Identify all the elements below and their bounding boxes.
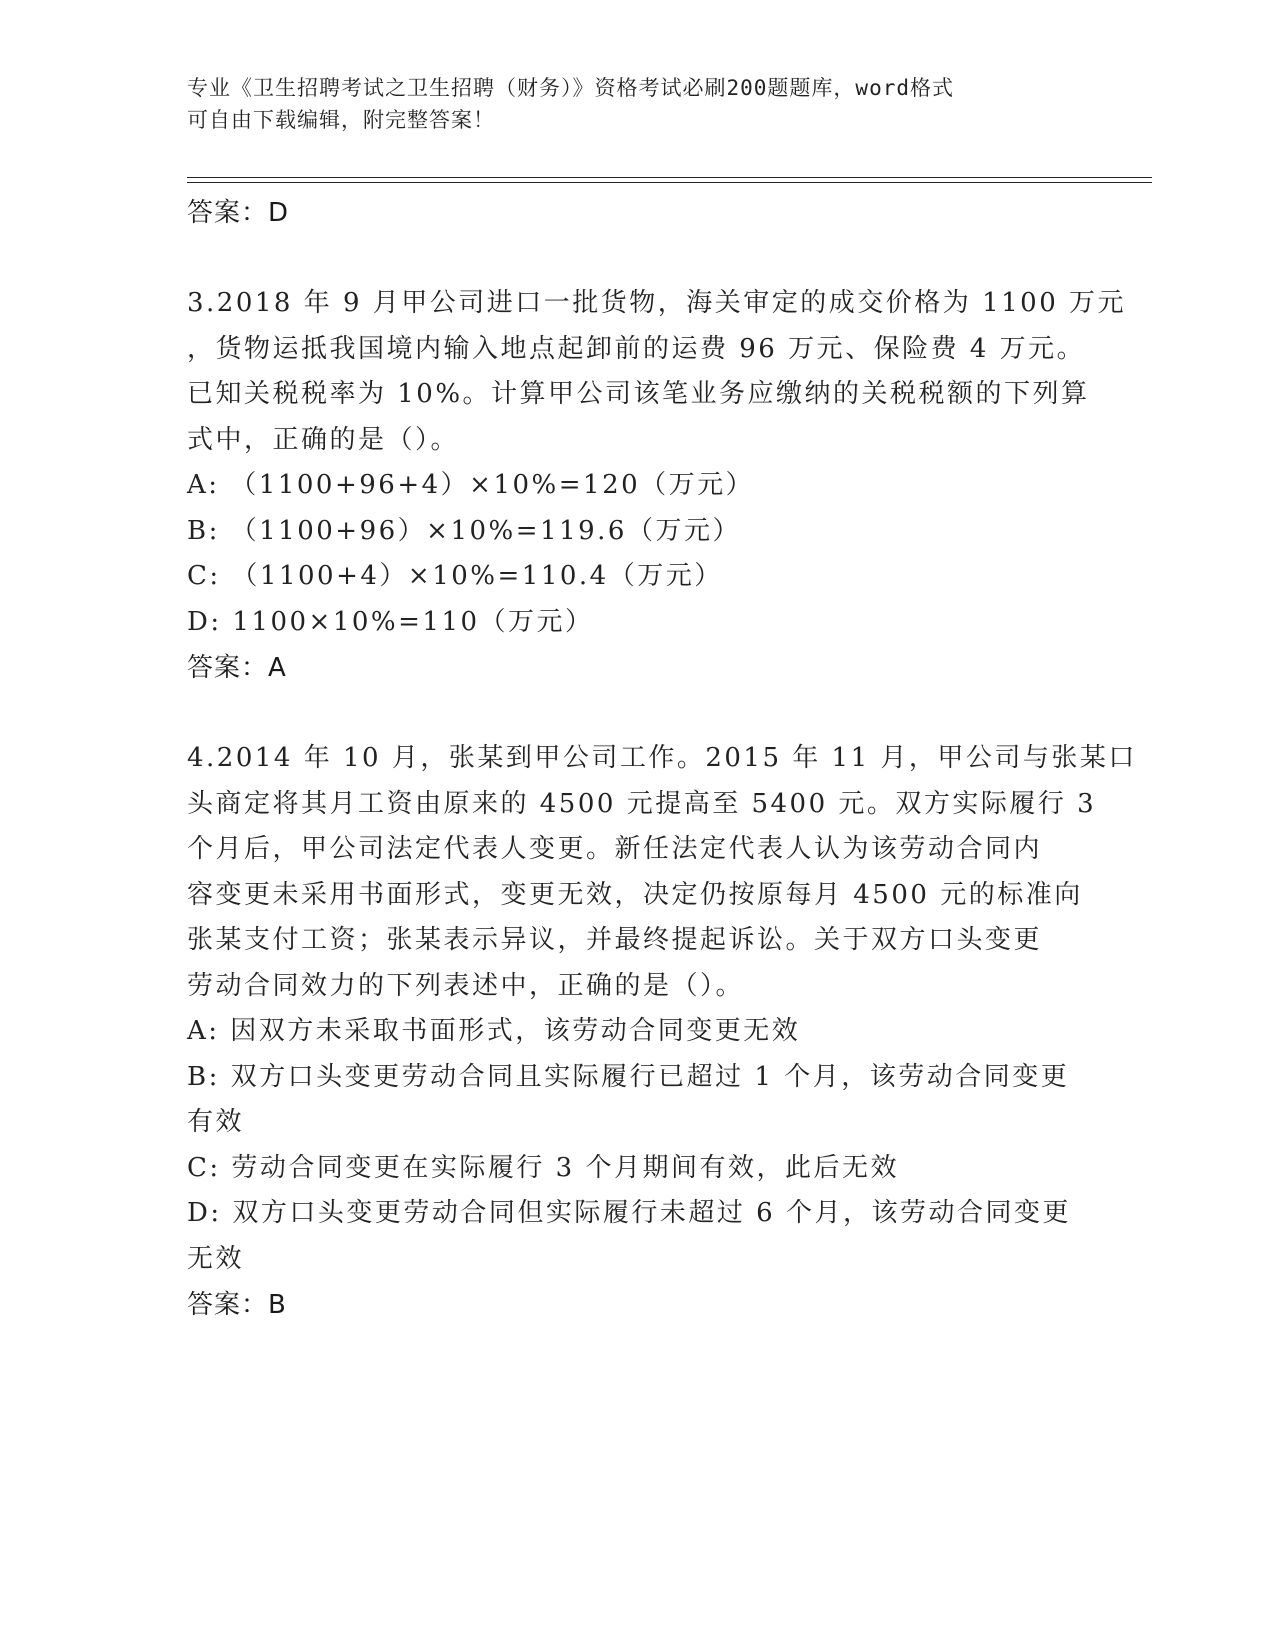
question-text-line: 3.2018 年 9 月甲公司进口一批货物，海关审定的成交价格为 1100 万元 (187, 288, 1127, 318)
spacer (187, 236, 1087, 281)
option-c: C: （1100+4）×10%=110.4（万元） (187, 561, 723, 591)
question-text-line: 式中，正确的是（）。 (187, 424, 460, 455)
header-rule-bottom (187, 182, 1152, 183)
option-b: B: （1100+96）×10%=119.6（万元） (187, 515, 741, 546)
question-3 (187, 281, 1127, 691)
option-b: B: 双方口头变更劳动合同且实际履行已超过 1 个月，该劳动合同变更 (187, 1061, 1070, 1092)
question-text-line: 劳动合同效力的下列表述中，正确的是（）。 (187, 970, 745, 1001)
answer-label: 答案：A (187, 653, 287, 683)
option-b-continued: 有效 (187, 1107, 245, 1137)
question-text-line: ，货物运抵我国境内输入地点起卸前的运费 96 万元、保险费 4 万元。 (187, 333, 1086, 364)
header-line-1: 专业《卫生招聘考试之卫生招聘（财务）》资格考试必刷200题题库，word格式 (187, 76, 954, 100)
header-rule-top (187, 177, 1152, 178)
question-text-line: 已知关税税率为 10%。计算甲公司该笔业务应缴纳的关税税额的下列算 (187, 379, 1090, 409)
option-d: D: 1100×10%=110（万元） (187, 606, 594, 637)
header-line-2: 可自由下载编辑，附完整答案！ (187, 108, 495, 132)
page-content (187, 190, 1137, 1328)
question-text-line: 4.2014 年 10 月，张某到甲公司工作。2015 年 11 月，甲公司与张某口 (187, 743, 1137, 773)
question-text-line: 容变更未采用书面形式，变更无效，决定仍按原每月 4500 元的标准向 (187, 879, 1083, 910)
option-a: A: 因双方未采取书面形式，该劳动合同变更无效 (187, 1016, 801, 1046)
option-a: A: （1100+96+4）×10%=120（万元） (187, 470, 755, 500)
previous-answer: 答案：D (187, 198, 290, 228)
answer-label: 答案：B (187, 1290, 287, 1320)
option-d-continued: 无效 (187, 1243, 245, 1274)
page-header (187, 72, 1067, 136)
option-d: D: 双方口头变更劳动合同但实际履行未超过 6 个月，该劳动合同变更 (187, 1198, 1071, 1228)
question-text-line: 头商定将其月工资由原来的 4500 元提高至 5400 元。双方实际履行 3 (187, 788, 1097, 819)
question-text-line: 个月后，甲公司法定代表人变更。新任法定代表人认为该劳动合同内 (187, 834, 1043, 864)
spacer (187, 691, 1087, 736)
question-text-line: 张某支付工资；张某表示异议，并最终提起诉讼。关于双方口头变更 (187, 925, 1043, 955)
option-c: C: 劳动合同变更在实际履行 3 个月期间有效，此后无效 (187, 1152, 899, 1183)
question-4 (187, 736, 1137, 1328)
